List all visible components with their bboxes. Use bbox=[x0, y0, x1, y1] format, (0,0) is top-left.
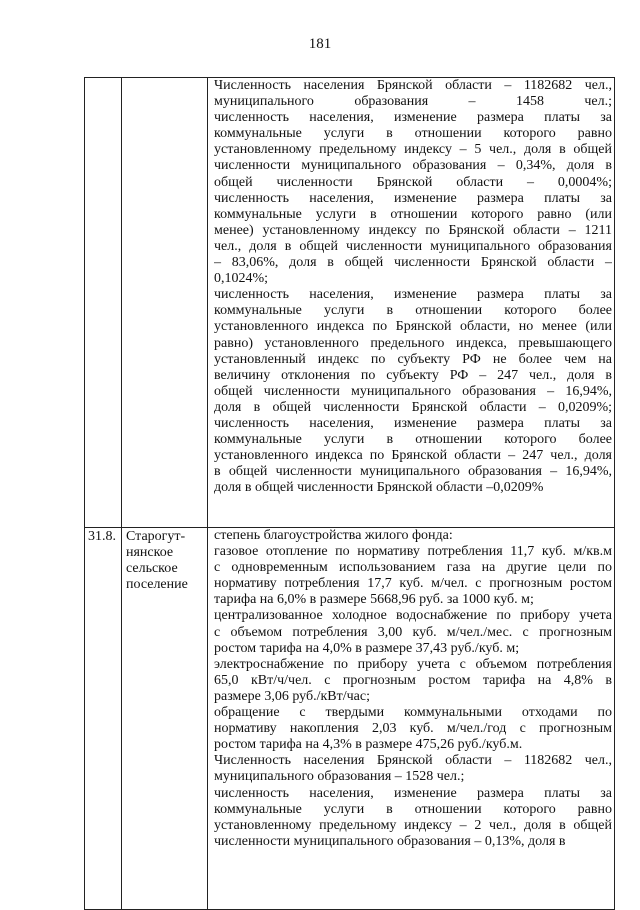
text-line: общей численности муниципального образования – 16,94%, bbox=[214, 383, 612, 399]
text-line: 65,0 кВт/ч/чел. с прогнозным ростом тарифа на 4,8% в bbox=[214, 672, 612, 688]
text-line: численности муниципального образования – 0,34%, доля в bbox=[214, 158, 612, 174]
name-line: поселение bbox=[126, 577, 188, 593]
text-line: электроснабжение по прибору учета с объемом потребления bbox=[214, 656, 612, 672]
row-text-cell bbox=[208, 528, 615, 910]
table-row bbox=[85, 528, 615, 910]
text-line: Численность населения Брянской области – 1182682 чел., bbox=[214, 78, 612, 93]
text-line: установленного индекса по Брянской области – 247 чел., доля bbox=[214, 448, 612, 464]
text-line: с одновременным использованием газа на другие цели по bbox=[214, 560, 612, 576]
text-line: величину отклонения по субъекту РФ – 247 чел., доля в bbox=[214, 367, 612, 383]
page-number: 181 bbox=[308, 36, 332, 52]
text-line: обращение с твердыми коммунальными отходами по bbox=[214, 705, 612, 721]
name-line: нянское bbox=[126, 545, 174, 561]
row-number-cell: 31.8. bbox=[85, 528, 122, 910]
table-row bbox=[85, 78, 615, 528]
text-line: коммунальные услуги в отношении которого более bbox=[214, 303, 612, 319]
text-line: чел., доля в общей численности муниципального образования bbox=[214, 238, 612, 254]
text-line: муниципального образования – 1528 чел.; bbox=[214, 769, 465, 785]
row-name-cell bbox=[122, 528, 208, 910]
data-table bbox=[84, 77, 615, 910]
text-line: общей численности Брянской области – 0,0004%; bbox=[214, 174, 612, 190]
name-line: сельское bbox=[126, 561, 178, 577]
text-line: – 83,06%, доля в общей численности Брянской области – bbox=[214, 255, 612, 271]
text-line: ростом тарифа на 4,0% в размере 37,43 руб./куб. м; bbox=[214, 640, 520, 656]
text-line: степень благоустройства жилого фонда: bbox=[214, 528, 453, 543]
text-line: в общей численности муниципального образования – 16,94%, bbox=[214, 464, 612, 480]
text-line: газовое отопление по нормативу потребления 11,7 куб. м/кв.м bbox=[214, 544, 612, 560]
text-line: установленному предельному индексу – 2 чел., доля в общей bbox=[214, 817, 612, 833]
text-line: равно) установленного предельного индекса, превышающего bbox=[214, 335, 612, 351]
text-line: муниципального образования – 1458 чел.; bbox=[214, 94, 612, 110]
text-line: установленный индекс по субъекту РФ не более чем на bbox=[214, 351, 612, 367]
text-line: численность населения, изменение размера платы за bbox=[214, 785, 612, 801]
text-line: менее) установленному индексу по Брянской области – 1211 bbox=[214, 222, 612, 238]
text-line: установленному предельному индексу – 5 чел., доля в общей bbox=[214, 142, 612, 158]
text-line: доля в общей численности Брянской области –0,0209% bbox=[214, 480, 544, 496]
text-line: численности муниципального образования – 0,13%, доля в bbox=[214, 833, 566, 849]
text-line: численность населения, изменение размера платы за bbox=[214, 287, 612, 303]
text-line: тарифа на 6,0% в размере 5668,96 руб. за 1000 куб. м; bbox=[214, 592, 534, 608]
text-line: установленного индекса по Брянской области, но менее (или bbox=[214, 319, 612, 335]
name-line: Старогут- bbox=[126, 529, 186, 544]
text-line: нормативу накопления 2,03 куб. м/чел./год с прогнозным bbox=[214, 721, 612, 737]
text-line: централизованное холодное водоснабжение по прибору учета bbox=[214, 608, 612, 624]
text-line: Численность населения Брянской области – 1182682 чел., bbox=[214, 753, 612, 769]
text-line: коммунальные услуги в отношении которого равно (или bbox=[214, 206, 612, 222]
text-line: 0,1024%; bbox=[214, 271, 269, 287]
row-text-cell bbox=[208, 78, 615, 528]
text-line: численность населения, изменение размера платы за bbox=[214, 190, 612, 206]
text-line: коммунальные услуги в отношении которого равно bbox=[214, 126, 612, 142]
text-line: с объемом потребления 3,00 куб. м/чел./мес. с прогнозным bbox=[214, 624, 612, 640]
row-name-cell bbox=[122, 78, 208, 528]
text-line: размере 3,06 руб./кВт/час; bbox=[214, 688, 370, 704]
text-line: численность населения, изменение размера платы за bbox=[214, 110, 612, 126]
text-line: коммунальные услуги в отношении которого равно bbox=[214, 801, 612, 817]
text-line: численность населения, изменение размера платы за bbox=[214, 415, 612, 431]
row-number-cell bbox=[85, 78, 122, 528]
text-line: ростом тарифа на 4,3% в размере 475,26 руб./куб.м. bbox=[214, 737, 523, 753]
text-line: коммунальные услуги в отношении которого более bbox=[214, 432, 612, 448]
text-line: доля в общей численности Брянской области – 0,0209%; bbox=[214, 399, 612, 415]
text-line: нормативу потребления 17,7 куб. м/чел. с прогнозным ростом bbox=[214, 576, 612, 592]
